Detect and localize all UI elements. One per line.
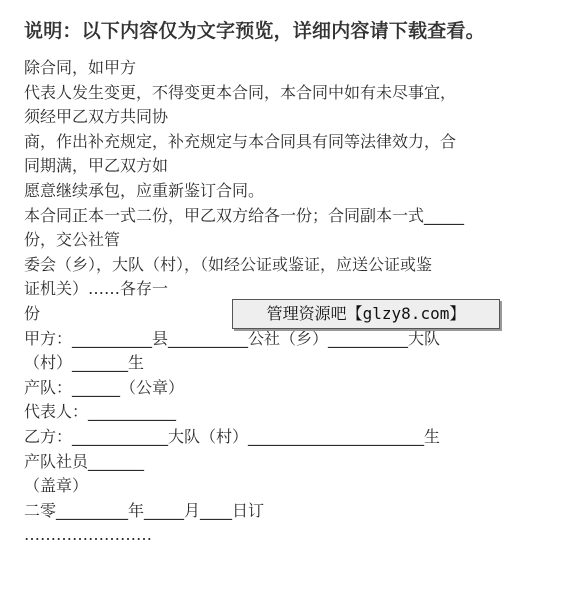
site-watermark: 管理资源吧【glzy8.com】 xyxy=(232,299,500,329)
text-line: 除合同，如甲方 xyxy=(24,58,137,77)
text-line: 证机关）……各存一 xyxy=(24,279,169,299)
ellipsis-line: …………………… xyxy=(24,525,152,545)
text-line: 愿意继续承包，应重新鉴订合同。 xyxy=(24,180,265,200)
text-line: 产队：______（公章） xyxy=(24,377,185,397)
text-line: 同期满，甲乙双方如 xyxy=(24,156,169,176)
text-line: 代表人：___________ xyxy=(24,402,177,422)
text-line: 代表人发生变更，不得变更本合同，本合同中如有未尽事宜， xyxy=(24,82,457,102)
text-line: 委会（乡），大队（村），（如经公证或鉴证，应送公证或鉴 xyxy=(24,254,433,274)
text-line: （盖章） xyxy=(24,476,89,496)
text-line: （村）_______生 xyxy=(24,353,145,373)
preview-notice: 说明：以下内容仅为文字预览，详细内容请下载查看。 xyxy=(24,20,485,42)
text-line: 须经甲乙双方共同协 xyxy=(24,107,169,127)
text-line: 乙方：____________大队（村）______________________生 xyxy=(24,426,441,446)
text-line: 商，作出补充规定，补充规定与本合同具有同等法律效力，合 xyxy=(24,131,457,151)
text-line: 份 xyxy=(24,303,41,323)
text-line: 甲方：__________县__________公社（乡）__________大队 xyxy=(24,328,441,348)
text-line: 份，交公社管 xyxy=(24,230,121,250)
text-line: 本合同正本一式二份，甲乙双方给各一份；合同副本一式_____ xyxy=(24,205,465,225)
text-line: 产队社员_______ xyxy=(24,451,145,471)
text-line: 二零_________年_____月____日订 xyxy=(24,500,265,520)
